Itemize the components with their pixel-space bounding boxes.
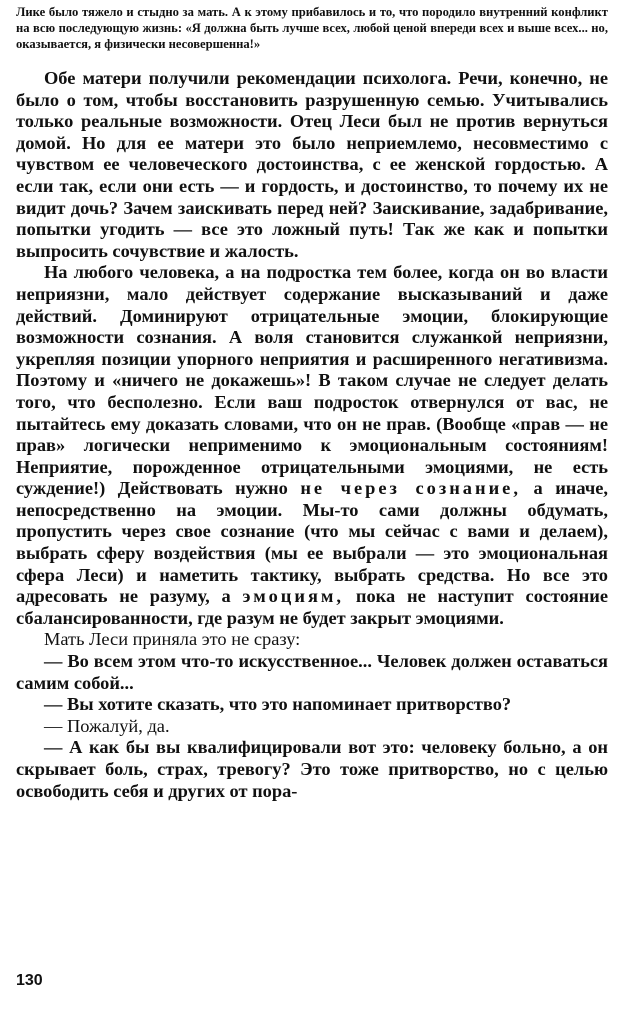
paragraph-emotions (16, 262, 608, 629)
dialogue-line-3: — Пожалуй, да. (44, 715, 170, 736)
page-number: 130 (16, 972, 43, 989)
book-page (16, 4, 608, 1004)
paragraph-psychologist-advice: Обе матери получили рекомендации психолога. Речи, конечно, не было о том, чтобы восстановить разрушенную семью. Учитывались только реальные возможности. Отец Леси был не против вернуться домой. Но для ее матери это было неприемлемо, несовместимо с чувством ее человеческого достоинства, с ее женской гордостью. А если так, если они есть — и гордость, и достоинство, то почему их не видит дочь? Зачем заискивать перед ней? Заискивание, задабривание, попытки угодить — все это ложный путь! Так же как и попытки выпросить сочувствие и жалость. (16, 68, 608, 261)
dialogue-line-4: — А как бы вы квалифицировали вот это: человеку больно, а он скрывает боль, страх, тревогу? Это тоже притворство, но с целью освободить себя и других от пора- (16, 737, 608, 801)
dialogue-line-2: — Вы хотите сказать, что это напоминает притворство? (44, 694, 512, 715)
preceding-paragraph (16, 4, 608, 52)
paragraph-mother-reaction: Мать Леси приняла это не сразу: (44, 629, 301, 650)
preceding-paragraph-text: Лике было тяжело и стыдно за мать. А к этому прибавилось и то, что породило внутренний конфликт на всю последующую жизнь: «Я должна быть лучше всех, любой ценой впереди всех и выше всех... но, оказывается, я физически несовершенна!» (16, 5, 608, 51)
emphasis-not-through-consciousness: не через сознание, (300, 478, 521, 499)
emphasis-emotions: эмоциям, (242, 586, 345, 607)
paragraph-emotions-part-c: пока не наступит состояние сбалансированности, где разум не будет закрыт эмоциями. (16, 586, 608, 628)
paragraph-emotions-part-a: На любого человека, а на подростка тем более, когда он во власти неприязни, мало действует содержание высказываний и даже действий. Доминируют отрицательные эмоции, блокирующие возможности сознания. А воля становится служанкой неприязни, укрепляя позиции упорного неприятия и расширенного негативизма. Поэтому и «ничего не докажешь»! В таком случае не следует делать того, что бесполезно. Если ваш подросток отвернулся от вас, не пытайтесь ему доказать словами, что он не прав. (Вообще «прав — не прав» логически неприменимо к эмоциональным состояниям! Неприятие, порожденное отрицательными эмоциями, не есть суждение!) Действовать нужно (16, 262, 608, 499)
dialogue-line-1: — Во всем этом что-то искусственное... Человек должен оставаться самим собой... (16, 651, 608, 693)
paragraph-emotions-part-b: а иначе, непосредственно на эмоции. Мы-то сами должны обдумать, пропустить через свое сознание (что мы сейчас с вами и делаем), выбрать сферу воздействия (мы ее выбрали — это эмоциональная сфера Леси) и наметить тактику, выбрать средства. Но все это адресовать не разуму, а (16, 478, 608, 607)
main-text (16, 68, 608, 802)
